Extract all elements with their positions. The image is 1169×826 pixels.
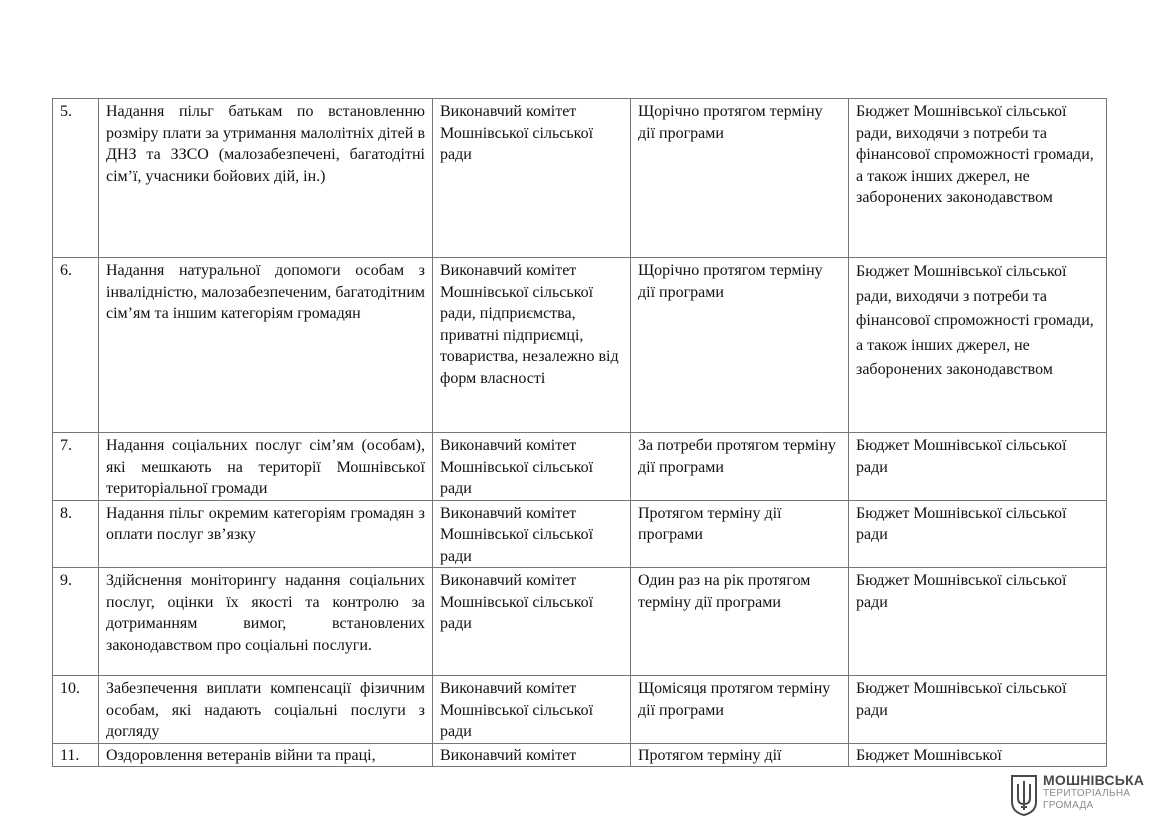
table-row bbox=[53, 433, 1107, 501]
funding-cell: Бюджет Мошнівської bbox=[849, 743, 1107, 766]
term-cell: Протягом терміну дії bbox=[631, 743, 849, 766]
term-cell: Один раз на рік протягом терміну дії програми bbox=[631, 568, 849, 676]
row-number: 5. bbox=[53, 99, 99, 258]
executor-cell: Виконавчий комітет Мошнівської сільської ради bbox=[433, 676, 631, 744]
community-logo bbox=[1010, 772, 1160, 818]
measure-cell: Надання соціальних послуг сім’ям (особам), які мешкають на території Мошнівської територіальної громади bbox=[99, 433, 433, 501]
row-number: 7. bbox=[53, 433, 99, 501]
executor-cell: Виконавчий комітет Мошнівської сільської ради bbox=[433, 568, 631, 676]
funding-cell: Бюджет Мошнівської сільської ради bbox=[849, 500, 1107, 568]
measure-cell: Оздоровлення ветеранів війни та праці, bbox=[99, 743, 433, 766]
logo-line-1: МОШНІВСЬКА bbox=[1043, 772, 1145, 788]
row-number: 6. bbox=[53, 258, 99, 433]
funding-cell: Бюджет Мошнівської сільської ради bbox=[849, 433, 1107, 501]
measure-cell: Забезпечення виплати компенсації фізичним особам, які надають соціальні послуги з догляду bbox=[99, 676, 433, 744]
row-number: 9. bbox=[53, 568, 99, 676]
table-row bbox=[53, 500, 1107, 568]
funding-cell: Бюджет Мошнівської сільської ради, виходячи з потреби та фінансової спроможності громади, а також інших джерел, не заборонених законодавством bbox=[849, 99, 1107, 258]
row-number: 11. bbox=[53, 743, 99, 766]
row-number: 8. bbox=[53, 500, 99, 568]
executor-cell: Виконавчий комітет Мошнівської сільської ради bbox=[433, 500, 631, 568]
executor-cell: Виконавчий комітет Мошнівської сільської ради bbox=[433, 99, 631, 258]
table-row bbox=[53, 99, 1107, 258]
funding-cell: Бюджет Мошнівської сільської ради bbox=[849, 676, 1107, 744]
table-row bbox=[53, 743, 1107, 766]
measure-cell: Надання пільг батькам по встановленню розміру плати за утримання малолітніх дітей в ДНЗ та ЗЗСО (малозабезпечені, багатодітні сім’ї, учасники бойових дій, ін.) bbox=[99, 99, 433, 258]
table-row bbox=[53, 568, 1107, 676]
measure-cell: Надання пільг окремим категоріям громадян з оплати послуг зв’язку bbox=[99, 500, 433, 568]
executor-cell: Виконавчий комітет bbox=[433, 743, 631, 766]
term-cell: Щомісяця протягом терміну дії програми bbox=[631, 676, 849, 744]
funding-cell: Бюджет Мошнівської сільської ради, виходячи з потреби та фінансової спроможності громади, а також інших джерел, не заборонених законодавством bbox=[849, 258, 1107, 433]
measure-cell: Здійснення моніторингу надання соціальних послуг, оцінки їх якості та контролю за дотриманням вимог, встановлених законодавством про соціальні послуги. bbox=[99, 568, 433, 676]
term-cell: Протягом терміну дії програми bbox=[631, 500, 849, 568]
trident-shield-icon bbox=[1010, 774, 1038, 816]
measure-cell: Надання натуральної допомоги особам з інвалідністю, малозабезпеченим, багатодітним сім’ям та іншим категоріям громадян bbox=[99, 258, 433, 433]
funding-cell: Бюджет Мошнівської сільської ради bbox=[849, 568, 1107, 676]
table-row bbox=[53, 258, 1107, 433]
term-cell: Щорічно протягом терміну дії програми bbox=[631, 99, 849, 258]
executor-cell: Виконавчий комітет Мошнівської сільської ради bbox=[433, 433, 631, 501]
term-cell: Щорічно протягом терміну дії програми bbox=[631, 258, 849, 433]
program-measures-table bbox=[52, 98, 1107, 767]
executor-cell: Виконавчий комітет Мошнівської сільської ради, підприємства, приватні підприємці, товариства, незалежно від форм власності bbox=[433, 258, 631, 433]
logo-line-2: ТЕРИТОРІАЛЬНА bbox=[1043, 788, 1131, 799]
row-number: 10. bbox=[53, 676, 99, 744]
logo-line-3: ГРОМАДА bbox=[1043, 800, 1094, 811]
term-cell: За потреби протягом терміну дії програми bbox=[631, 433, 849, 501]
table-row bbox=[53, 676, 1107, 744]
